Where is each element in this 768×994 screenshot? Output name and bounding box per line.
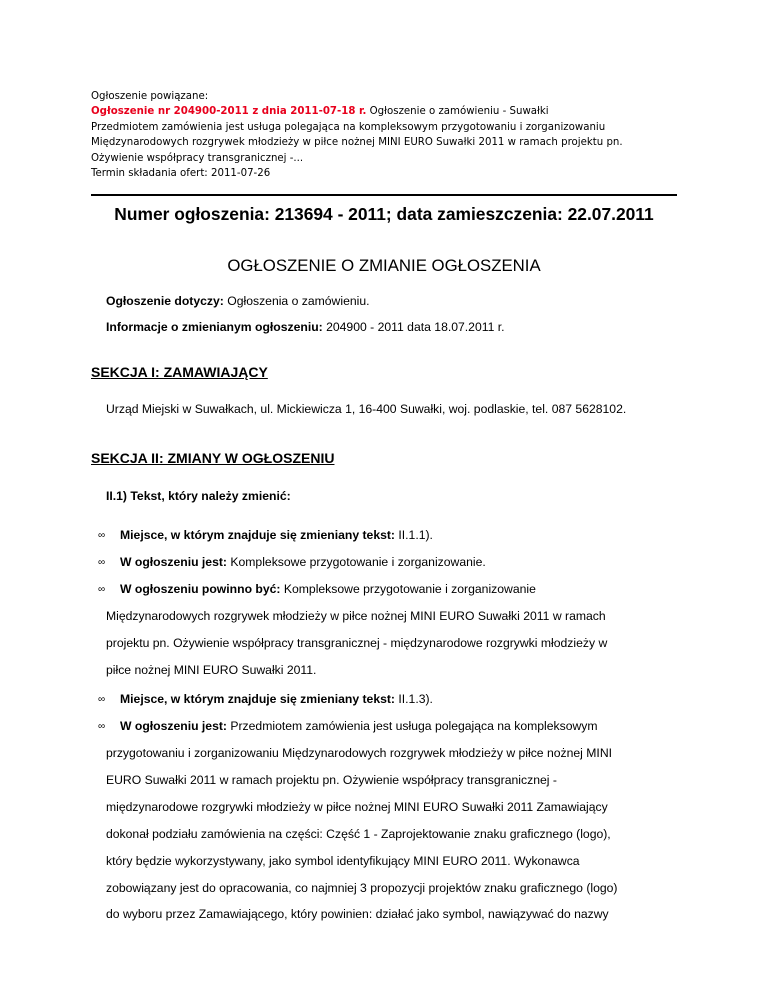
item-label: Miejsce, w którym znajduje się zmieniany tekst:	[120, 528, 395, 542]
item-cont-line: projektu pn. Ożywienie współpracy transgranicznej - międzynarodowe rozgrywki młodzieży w	[106, 635, 608, 650]
bullet-icon: ∞	[98, 694, 106, 705]
change-item-5-cont	[106, 740, 696, 928]
dotyczy-label: Ogłoszenie dotyczy:	[106, 294, 224, 308]
related-desc-1: Przedmiotem zamówienia jest usługa polegająca na kompleksowym przygotowaniu i zorganizowaniu	[91, 121, 606, 133]
ii1-heading: II.1) Tekst, który należy zmienić:	[106, 489, 291, 503]
related-city: Ogłoszenie o zamówieniu - Suwałki	[366, 106, 549, 118]
bullet-icon: ∞	[98, 721, 106, 732]
item-text: II.1.1).	[395, 528, 433, 542]
item-cont-line: EURO Suwałki 2011 w ramach projektu pn. Ożywienie współpracy transgranicznej -	[106, 772, 557, 787]
related-desc-2: Międzynarodowych rozgrywek młodzieży w piłce nożnej MINI EURO Suwałki 2011 w ramach projektu pn.	[91, 137, 623, 149]
contracting-authority: Urząd Miejski w Suwałkach, ul. Mickiewicza 1, 16-400 Suwałki, woj. podlaskie, tel. 087 5628102.	[106, 402, 627, 416]
item-cont-line: zobowiązany jest do opracowania, co najmniej 3 propozycji projektów znaku graficznego (logo)	[106, 880, 618, 895]
item-cont-line: do wyboru przez Zamawiającego, który powinien: działać jako symbol, nawiązywać do nazwy	[106, 907, 609, 922]
related-link-line	[91, 104, 691, 119]
bullet-icon: ∞	[98, 530, 106, 541]
page-title: OGŁOSZENIE O ZMIANIE OGŁOSZENIA	[227, 256, 541, 275]
item-label: W ogłoszeniu powinno być:	[120, 582, 281, 596]
info-value: 204900 - 2011 data 18.07.2011 r.	[322, 320, 505, 334]
item-cont-line: międzynarodowe rozgrywki młodzieży w piłce nożnej MINI EURO Suwałki 2011 Zamawiający	[106, 799, 608, 814]
item-cont-line: Międzynarodowych rozgrywek młodzieży w piłce nożnej MINI EURO Suwałki 2011 w ramach	[106, 609, 606, 623]
item-cont-line: dokonał podziału zamówienia na części: Część 1 - Zaprojektowanie znaku graficznego (logo),	[106, 826, 611, 841]
change-item-1	[120, 522, 680, 549]
divider	[91, 194, 677, 196]
info-label: Informacje o zmienianym ogłoszeniu:	[106, 320, 323, 334]
notice-number: Numer ogłoszenia: 213694 - 2011; data zamieszczenia: 22.07.2011	[114, 204, 654, 224]
item-text: Przedmiotem zamówienia jest usługa polegająca na kompleksowym	[226, 719, 598, 733]
section-2-heading: SEKCJA II: ZMIANY W OGŁOSZENIU	[91, 450, 335, 466]
change-item-3-cont	[106, 603, 686, 684]
info-line	[106, 320, 505, 334]
item-label: Miejsce, w którym znajduje się zmieniany tekst:	[120, 692, 395, 706]
item-cont-line: piłce nożnej MINI EURO Suwałki 2011.	[106, 662, 317, 677]
item-text: II.1.3).	[395, 692, 433, 706]
change-item-5	[120, 713, 680, 740]
item-text: Kompleksowe przygotowanie i zorganizowanie.	[226, 555, 486, 569]
change-item-2	[120, 549, 680, 576]
related-notice	[91, 89, 691, 181]
related-heading: Ogłoszenie powiązane:	[91, 91, 209, 102]
related-desc-3: Ożywienie współpracy transgranicznej -...	[91, 152, 304, 164]
related-notice-link[interactable]: Ogłoszenie nr 204900-2011 z dnia 2011-07-18 r.	[91, 106, 367, 118]
item-label: W ogłoszeniu jest:	[120, 555, 227, 569]
change-item-4	[120, 686, 680, 713]
bullet-icon: ∞	[98, 557, 106, 568]
item-cont-line: przygotowaniu i zorganizowaniu Międzynarodowych rozgrywek młodzieży w piłce nożnej MINI	[106, 746, 613, 760]
item-label: W ogłoszeniu jest:	[120, 719, 227, 733]
item-text: Kompleksowe przygotowanie i zorganizowanie	[280, 582, 536, 596]
related-deadline: Termin składania ofert: 2011-07-26	[91, 168, 271, 180]
item-cont-line: który będzie wykorzystywany, jako symbol identyfikujący MINI EURO 2011. Wykonawca	[106, 853, 580, 868]
dotyczy-value: Ogłoszenia o zamówieniu.	[223, 294, 370, 308]
change-item-3	[120, 576, 680, 603]
section-1-heading: SEKCJA I: ZAMAWIAJĄCY	[91, 364, 268, 380]
dotyczy-line	[106, 294, 370, 308]
bullet-icon: ∞	[98, 584, 106, 595]
